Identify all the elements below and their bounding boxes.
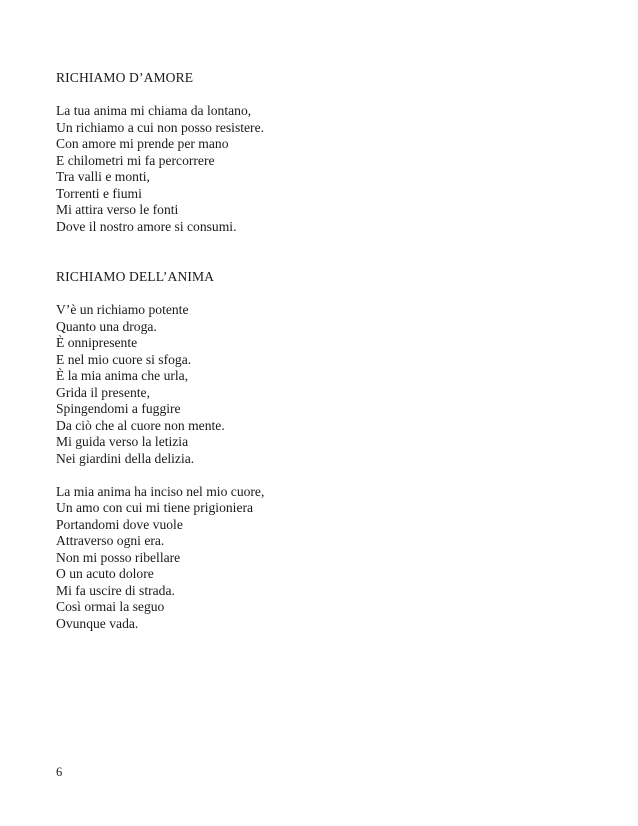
verse-line: Spingendomi a fuggire <box>56 401 181 416</box>
poem-richiamo-d-amore <box>56 69 596 235</box>
verse-line: Torrenti e fiumi <box>56 185 142 201</box>
stanza-separator <box>56 467 596 484</box>
stanza <box>56 103 596 235</box>
verse-line: Nei giardini della delizia. <box>56 450 195 466</box>
verse-line: Non mi posso ribellare <box>56 549 181 565</box>
verse-line: E nel mio cuore si sfoga. <box>56 351 192 367</box>
verse-line: Quanto una droga. <box>56 318 157 334</box>
page-content <box>56 69 596 632</box>
verse-line: O un acuto dolore <box>56 566 154 581</box>
poem-title: RICHIAMO DELL’ANIMA <box>56 269 215 284</box>
verse-line: Portandomi dove vuole <box>56 516 183 532</box>
verse-line: La mia anima ha inciso nel mio cuore, <box>56 483 265 499</box>
verse-line: Mi attira verso le fonti <box>56 202 179 217</box>
poem-title: RICHIAMO D’AMORE <box>56 70 194 85</box>
stanza <box>56 302 596 467</box>
verse-line: La tua anima mi chiama da lontano, <box>56 103 252 118</box>
verse-line: Ovunque vada. <box>56 615 139 631</box>
page-number: 6 <box>56 765 63 779</box>
verse-line: Mi guida verso la letizia <box>56 434 189 449</box>
poem-separator <box>56 235 596 268</box>
verse-line: Grida il presente, <box>56 384 150 400</box>
verse-line: È la mia anima che urla, <box>56 368 189 383</box>
verse-line: V’è un richiamo potente <box>56 302 189 317</box>
verse-line: Attraverso ogni era. <box>56 533 165 548</box>
verse-line: Con amore mi prende per mano <box>56 136 229 151</box>
verse-line: Dove il nostro amore si consumi. <box>56 218 237 234</box>
verse-line: Un amo con cui mi tiene prigioniera <box>56 500 254 515</box>
verse-line: Mi fa uscire di strada. <box>56 582 175 598</box>
stanza <box>56 484 596 633</box>
verse-line: Così ormai la seguo <box>56 599 165 614</box>
poem-richiamo-dell-anima <box>56 268 596 632</box>
verse-line: E chilometri mi fa percorrere <box>56 152 215 168</box>
verse-line: Tra valli e monti, <box>56 169 150 184</box>
verse-line: Un richiamo a cui non posso resistere. <box>56 119 265 135</box>
verse-line: Da ciò che al cuore non mente. <box>56 417 225 433</box>
verse-line: È onnipresente <box>56 335 138 350</box>
